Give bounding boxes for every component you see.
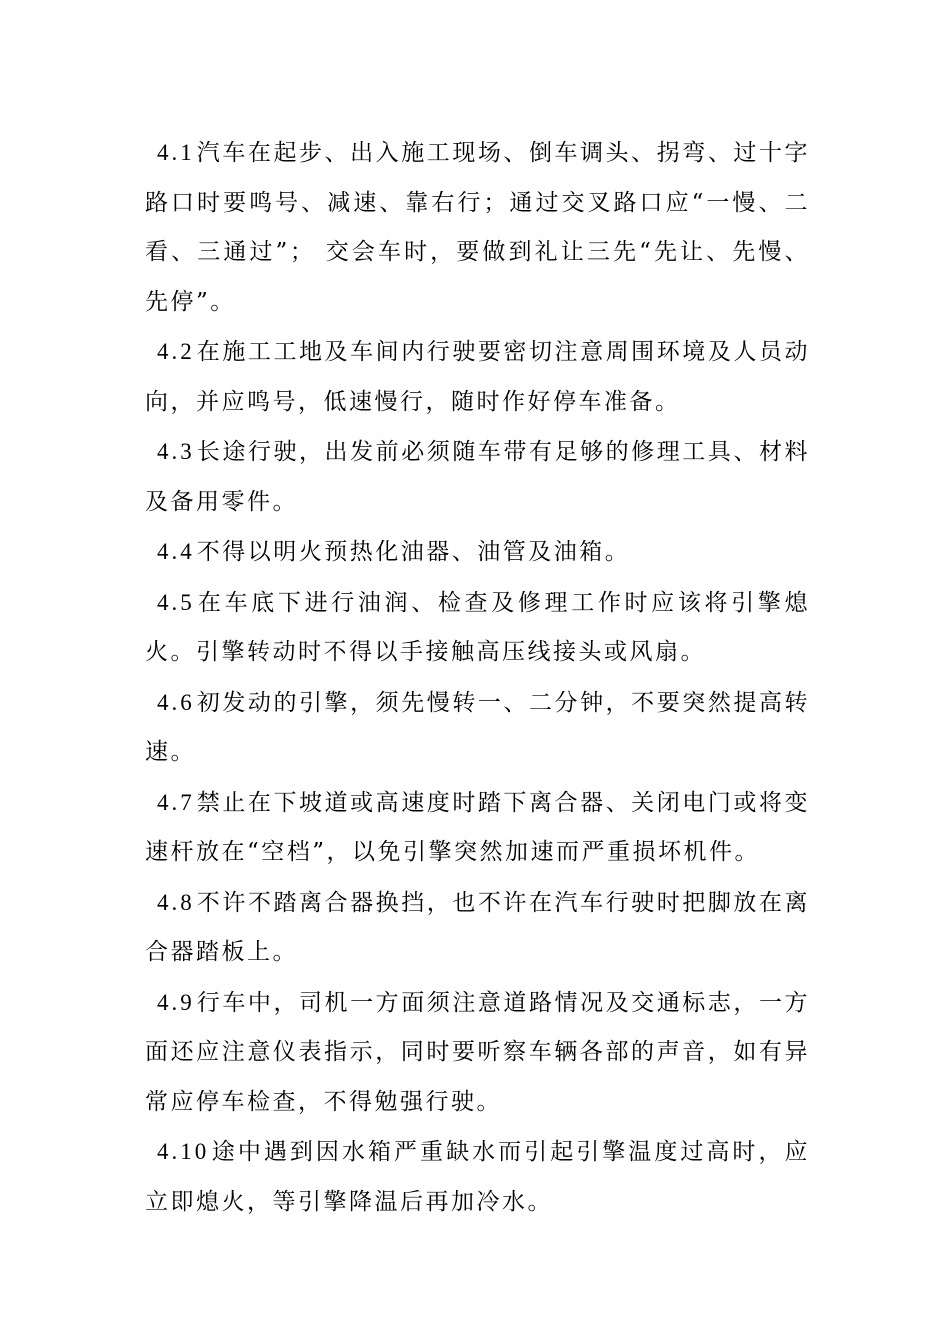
clause-text: 禁止在下坡道或高速度时踏下离合器、关闭电门或将变速杆放在“空档”，以免引擎突然加速而严重损坏机件。 (145, 789, 810, 865)
clause-number: 4.5 (157, 589, 195, 615)
clause-number: 4.1 (157, 140, 195, 165)
clause-4-7 (145, 778, 810, 878)
clause-number: 4.3 (157, 439, 195, 464)
clause-text: 在车底下进行油润、检查及修理工作时应该将引擎熄火。引擎转动时不得以手接触高压线接头或风扇。 (145, 589, 810, 665)
clause-4-10 (145, 1127, 810, 1227)
clause-4-5 (145, 578, 810, 678)
clause-text: 途中遇到因水箱严重缺水而引起引擎温度过高时，应立即熄火，等引擎降温后再加冷水。 (145, 1139, 810, 1215)
clause-text: 行车中，司机一方面须注意道路情况及交通标志，一方面还应注意仪表指示，同时要听察车辆各部的声音，如有异常应停车检查，不得勉强行驶。 (145, 989, 810, 1115)
clause-number: 4.8 (157, 889, 195, 915)
clause-text: 汽车在起步、出入施工现场、倒车调头、拐弯、过十字路口时要鸣号、减速、靠右行；通过交叉路口应“一慢、二看、三通过”； 交会车时，要做到礼让三先“先让、先慢、先停”。 (145, 140, 810, 315)
clause-number: 4.4 (157, 539, 195, 564)
clause-4-3 (145, 427, 810, 527)
clause-text: 初发动的引擎，须先慢转一、二分钟，不要突然提高转速。 (145, 689, 810, 765)
clause-number: 4.6 (157, 689, 195, 715)
clause-4-8 (145, 878, 810, 978)
clause-number: 4.2 (157, 339, 195, 364)
clause-text: 不得以明火预热化油器、油管及油箱。 (196, 539, 631, 565)
clause-text: 不许不踏离合器换挡，也不许在汽车行驶时把脚放在离合器踏板上。 (145, 889, 810, 965)
clause-4-4 (145, 527, 810, 578)
clause-text: 在施工工地及车间内行驶要密切注意周围环境及人员动向，并应鸣号，低速慢行，随时作好停车准备。 (145, 339, 810, 415)
document-body (145, 128, 810, 1227)
clause-text: 长途行驶，出发前必须随车带有足够的修理工具、材料及备用零件。 (145, 439, 810, 515)
clause-4-6 (145, 678, 810, 778)
clause-4-1 (145, 128, 810, 327)
clause-4-9 (145, 978, 810, 1128)
clause-number: 4.10 (157, 1139, 210, 1164)
clause-4-2 (145, 327, 810, 427)
clause-number: 4.7 (157, 789, 195, 815)
clause-number: 4.9 (157, 989, 195, 1015)
